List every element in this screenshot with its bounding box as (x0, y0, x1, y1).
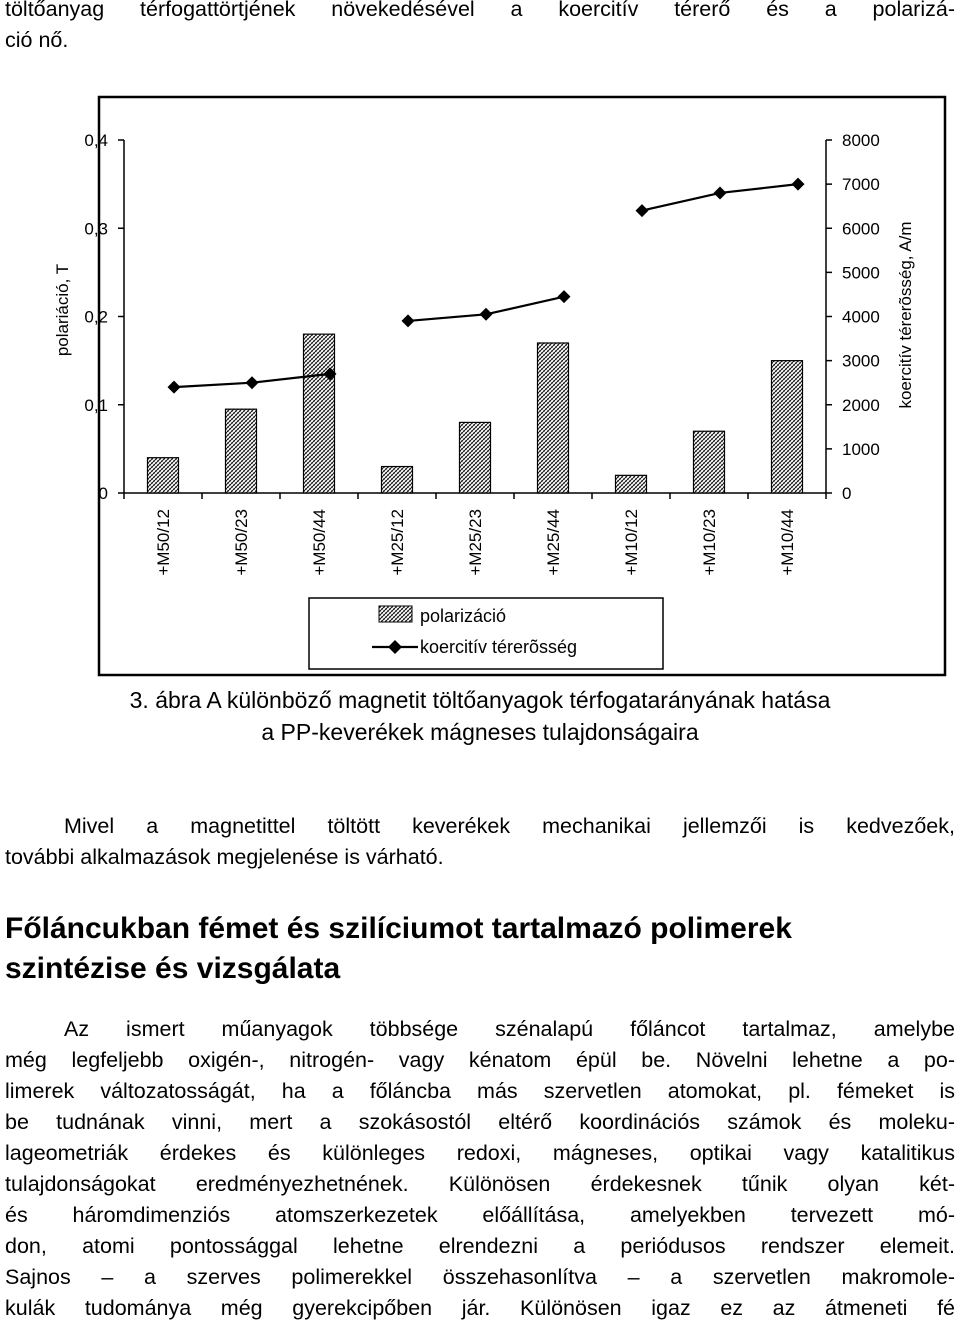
y2-tick-label: 5000 (842, 263, 880, 283)
text-line: és háromdimenziós atomszerkezetek előállítása, amelyekben tervezett mó- (5, 1203, 955, 1227)
text-line: be tudnának vinni, mert a szokásostól eltérő koordinációs számok és moleku- (5, 1110, 955, 1134)
chart-frame (99, 97, 945, 675)
paragraph (5, 811, 955, 873)
bar (616, 475, 647, 493)
text-line: ció nő. (5, 28, 69, 52)
line-marker (480, 308, 493, 321)
section-heading (5, 909, 792, 989)
y2-tick-label: 8000 (842, 131, 880, 150)
text-line: limerek változatosságát, ha a főláncba más szervetlen atomokat, pl. fémeket is (5, 1079, 955, 1103)
y2-tick-label: 1000 (842, 439, 880, 459)
bar (694, 431, 725, 493)
y-tick-label: 0,3 (84, 219, 108, 239)
y-tick-label: 0,4 (84, 131, 108, 150)
line-marker (402, 314, 415, 327)
intro-paragraph (5, 0, 955, 56)
legend-bar-swatch (379, 606, 412, 622)
x-tick-label: +M10/44 (778, 509, 797, 576)
line-marker (792, 178, 805, 191)
line-marker (636, 204, 649, 217)
x-tick-label: +M25/23 (466, 509, 485, 576)
y-tick-label: 0,1 (84, 395, 108, 415)
x-tick-label: +M25/44 (544, 509, 563, 576)
legend-label-coercivity: koercitív térerõsség (420, 637, 578, 657)
bar (148, 458, 179, 493)
y2-tick-label: 0 (842, 484, 852, 503)
legend-label-polarization: polarizáció (420, 606, 507, 626)
x-tick-label: +M50/23 (232, 509, 251, 576)
bar (304, 334, 335, 493)
line-marker (558, 290, 571, 303)
text-line: Az ismert műanyagok többsége szénalapú főláncot tartalmaz, amelybe (64, 1017, 955, 1041)
x-tick-label: +M50/44 (310, 509, 329, 576)
text-line: töltőanyag térfogattörtjének növekedésével a koercitív térerő és a polarizá- (5, 0, 955, 21)
figure-chart (0, 95, 960, 680)
line-marker (246, 376, 259, 389)
x-tick-label: +M10/23 (700, 509, 719, 576)
y2-tick-label: 3000 (842, 351, 880, 371)
y-tick-label: 0,2 (84, 307, 108, 327)
figure-caption (0, 684, 960, 748)
line-marker (714, 186, 727, 199)
y2-tick-label: 4000 (842, 307, 880, 327)
text-line: Mivel a magnetittel töltött keverékek mechanikai jellemzői is kedvezőek, (64, 814, 955, 838)
text-line: még legfeljebb oxigén-, nitrogén- vagy kénatom épül be. Növelni lehetne a po- (5, 1048, 955, 1072)
heading-line: Főláncukban fémet és szilíciumot tartalmazó polimerek (5, 912, 792, 945)
bar (538, 343, 569, 493)
bar (382, 467, 413, 493)
paragraph (5, 1014, 955, 1324)
x-tick-label: +M10/12 (622, 509, 641, 576)
y2-tick-label: 6000 (842, 219, 880, 239)
plot-area (84, 131, 879, 576)
y2-tick-label: 2000 (842, 395, 880, 415)
y-tick-label: 0 (98, 484, 108, 503)
x-tick-label: +M50/12 (154, 509, 173, 576)
y2-tick-label: 7000 (842, 175, 880, 195)
bar (226, 409, 257, 493)
bar (460, 422, 491, 493)
text-line: tulajdonságokat eredményezhetnének. Különösen érdekesnek tűnik olyan két- (5, 1172, 955, 1196)
text-line: lageometriák érdekes és különleges redoxi, mágneses, optikai vagy katalitikus (5, 1141, 955, 1165)
text-line: Sajnos – a szerves polimerekkel összehasonlítva – a szervetlen makromole- (5, 1265, 955, 1289)
y2-axis-label: koercitív térerõsség, A/m (896, 221, 915, 409)
bar (772, 361, 803, 493)
caption-line: a PP-keverékek mágneses tulajdonságaira (261, 719, 699, 745)
y-axis-label: polariáció, T (53, 263, 72, 357)
text-line: don, atomi pontossággal lehetne elrendezni a periódusos rendszer elemeit. (5, 1234, 955, 1258)
heading-line: szintézise és vizsgálata (5, 952, 341, 985)
text-line: további alkalmazások megjelenése is várható. (5, 845, 444, 869)
x-tick-label: +M25/12 (388, 509, 407, 576)
legend (309, 598, 663, 669)
text-line: kulák tudománya még gyerekcipőben jár. Különösen igaz ez az átmeneti fé (5, 1296, 955, 1320)
line-marker (168, 381, 181, 394)
caption-line: 3. ábra A különböző magnetit töltőanyagok térfogatarányának hatása (129, 687, 831, 713)
